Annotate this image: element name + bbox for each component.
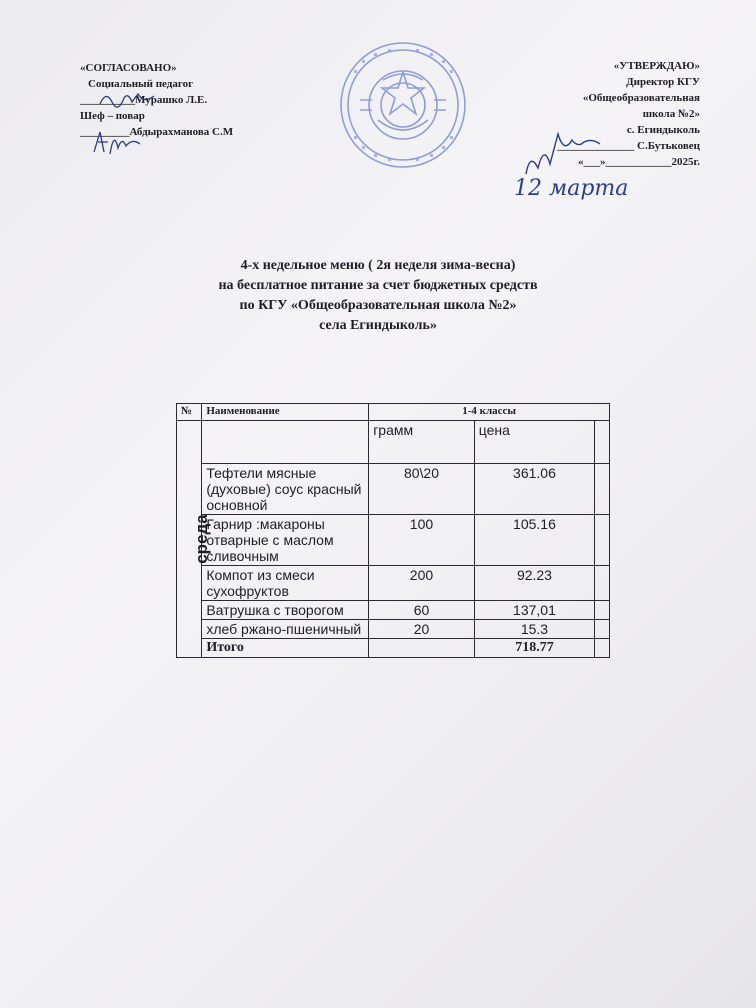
extra-cell (595, 421, 610, 464)
dish-name: хлеб ржано-пшеничный (202, 620, 369, 639)
subheader-price: цена (474, 421, 594, 464)
menu-table (176, 403, 610, 658)
approval-left-line: Социальный педагог (88, 78, 194, 90)
school-seal (338, 40, 468, 170)
approval-right-heading: «УТВЕРЖДАЮ» (613, 60, 700, 72)
dish-gram: 80\20 (369, 464, 475, 515)
dish-name: Гарнир :макароны отварные с маслом сливочным (202, 515, 369, 566)
header-name: Наименование (202, 404, 369, 421)
table-row (177, 515, 610, 566)
header-classes: 1-4 классы (369, 404, 610, 421)
dish-price: 15.3 (474, 620, 594, 639)
table-row (177, 620, 610, 639)
approval-left-line: __________Мурашко Л.Е. (80, 94, 208, 106)
extra-cell (595, 515, 610, 566)
total-value: 718.77 (474, 639, 594, 658)
approval-right-line: ______________ С.Бутьковец (557, 140, 700, 152)
subheader-empty (202, 421, 369, 464)
dish-gram: 20 (369, 620, 475, 639)
extra-cell (595, 601, 610, 620)
approval-right-line: с. Егиндыколь (626, 124, 700, 136)
approval-left-line: Шеф – повар (80, 110, 145, 122)
handwritten-date: 12 марта (514, 176, 629, 201)
signature-director (520, 124, 604, 178)
dish-price: 361.06 (474, 464, 594, 515)
dish-gram: 200 (369, 566, 475, 601)
signature-2 (90, 128, 150, 158)
header-num: № (177, 404, 202, 421)
dish-price: 137,01 (474, 601, 594, 620)
total-empty (369, 639, 475, 658)
extra-cell (595, 566, 610, 601)
dish-name: Компот из смеси сухофруктов (202, 566, 369, 601)
dish-price: 105.16 (474, 515, 594, 566)
document-title (0, 256, 756, 336)
title-line: 4-х недельное меню ( 2я неделя зима-весна) (240, 258, 516, 273)
approval-right-line: «___»____________2025г. (577, 156, 700, 168)
dish-gram: 100 (369, 515, 475, 566)
table-header-row (177, 404, 610, 421)
day-label: среда (191, 514, 211, 564)
day-cell (177, 421, 211, 658)
extra-cell (595, 639, 610, 658)
approval-right-line: «Общеобразовательная (582, 92, 700, 104)
approval-left-line: _________Абдырахманова С.М (80, 126, 234, 138)
dish-gram: 60 (369, 601, 475, 620)
title-line: на бесплатное питание за счет бюджетных средств (218, 278, 538, 293)
extra-cell (595, 620, 610, 639)
dish-name: Ватрушка с творогом (202, 601, 369, 620)
total-row (177, 639, 610, 658)
approval-right-line: Директор КГУ (626, 76, 700, 88)
total-label: Итого (202, 639, 369, 658)
table-row (177, 601, 610, 620)
subheader-gram: грамм (369, 421, 475, 464)
approval-left-heading: «СОГЛАСОВАНО» (80, 62, 177, 74)
approval-right-line: школа №2» (642, 108, 700, 120)
signature-1 (98, 88, 158, 110)
extra-cell (595, 464, 610, 515)
title-line: по КГУ «Общеобразовательная школа №2» (239, 298, 517, 313)
table-subheader-row (177, 421, 610, 464)
dish-name: Тефтели мясные (духовые) соус красный основной (202, 464, 369, 515)
title-line: села Егиндыколь» (319, 318, 437, 333)
table-row (177, 566, 610, 601)
dish-price: 92.23 (474, 566, 594, 601)
table-row (177, 464, 610, 515)
